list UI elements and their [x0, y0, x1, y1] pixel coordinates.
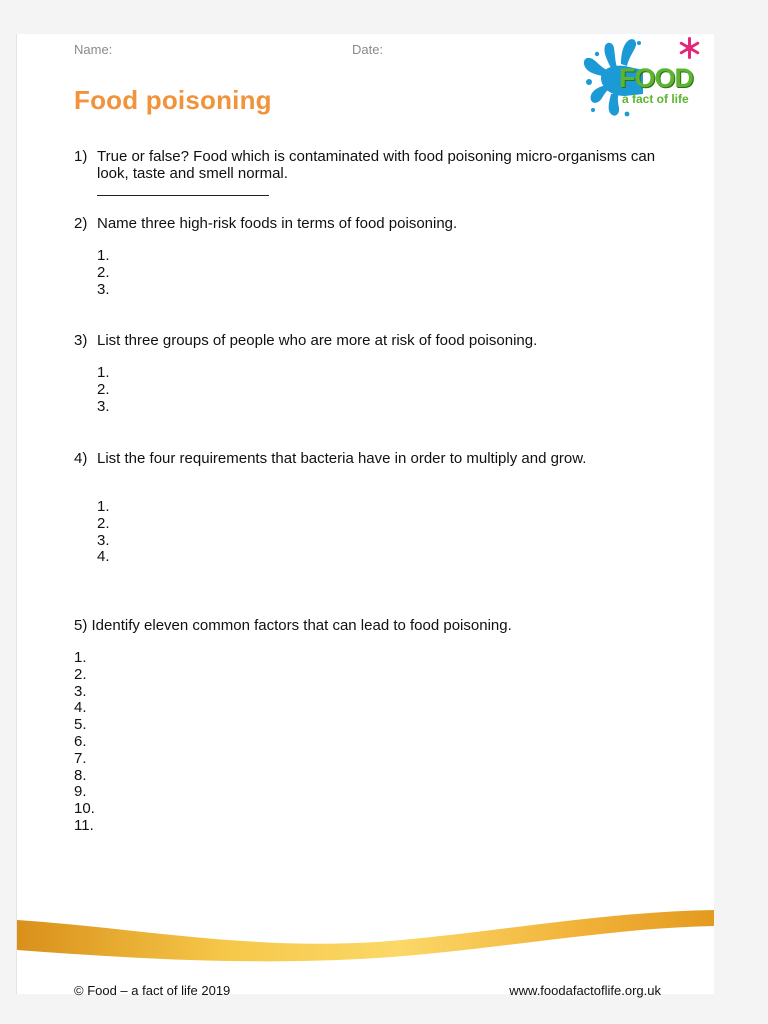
- page-title: Food poisoning: [74, 85, 272, 115]
- list-item: 2.: [74, 665, 87, 683]
- answer-list-5: [74, 650, 95, 835]
- question-4: [74, 450, 684, 468]
- list-item: 7.: [74, 749, 87, 767]
- answer-list-2: [97, 248, 110, 298]
- list-item: 10.: [74, 800, 95, 818]
- question-number: 4): [74, 450, 88, 467]
- list-item: 2.: [97, 514, 110, 532]
- list-item: 3.: [97, 397, 110, 415]
- list-item: 3.: [97, 531, 110, 549]
- list-item: 1.: [74, 649, 87, 666]
- answer-list-3: [97, 365, 110, 415]
- logo-tagline: a fact of life: [622, 92, 689, 106]
- name-label: Name:: [74, 42, 113, 57]
- food-a-fact-of-life-logo: [581, 34, 717, 122]
- answer-list-4: [97, 499, 110, 566]
- question-1: [74, 148, 684, 184]
- answer-line[interactable]: [97, 195, 269, 196]
- list-item: 2.: [97, 380, 110, 398]
- worksheet-page: [16, 34, 714, 998]
- date-label: Date:: [352, 42, 384, 57]
- question-text: List three groups of people who are more at risk of food poisoning.: [97, 332, 538, 349]
- list-item: 4.: [97, 548, 110, 566]
- question-number: 3): [74, 332, 88, 349]
- list-item: 9.: [74, 783, 87, 801]
- asterisk-icon: [679, 37, 700, 59]
- question-number: 1): [74, 148, 88, 165]
- question-text: List the four requirements that bacteria have in order to multiply and grow.: [97, 450, 587, 467]
- question-3: [74, 332, 684, 350]
- list-item: 8.: [74, 766, 87, 784]
- list-item: 1.: [97, 364, 110, 381]
- question-text: 5) Identify eleven common factors that can lead to food poisoning.: [74, 617, 512, 634]
- question-text: True or false? Food which is contaminated with food poisoning micro-organisms can look, taste and smell normal.: [97, 148, 656, 182]
- footer-url[interactable]: www.foodafactoflife.org.uk: [509, 983, 661, 998]
- list-item: 3.: [97, 280, 110, 298]
- list-item: 6.: [74, 732, 87, 750]
- decorative-swoosh: [17, 902, 714, 972]
- list-item: 11.: [74, 816, 94, 834]
- list-item: 3.: [74, 682, 87, 700]
- question-2: [74, 215, 684, 233]
- list-item: 2.: [97, 263, 110, 281]
- list-item: 1.: [97, 498, 110, 515]
- list-item: 1.: [97, 247, 110, 264]
- footer-copyright: © Food – a fact of life 2019: [74, 983, 231, 998]
- question-5: [74, 617, 684, 635]
- question-text: Name three high-risk foods in terms of food poisoning.: [97, 215, 458, 232]
- question-number: 2): [74, 215, 88, 232]
- logo-word: FOOD: [619, 63, 693, 93]
- list-item: 4.: [74, 699, 87, 717]
- list-item: 5.: [74, 716, 87, 734]
